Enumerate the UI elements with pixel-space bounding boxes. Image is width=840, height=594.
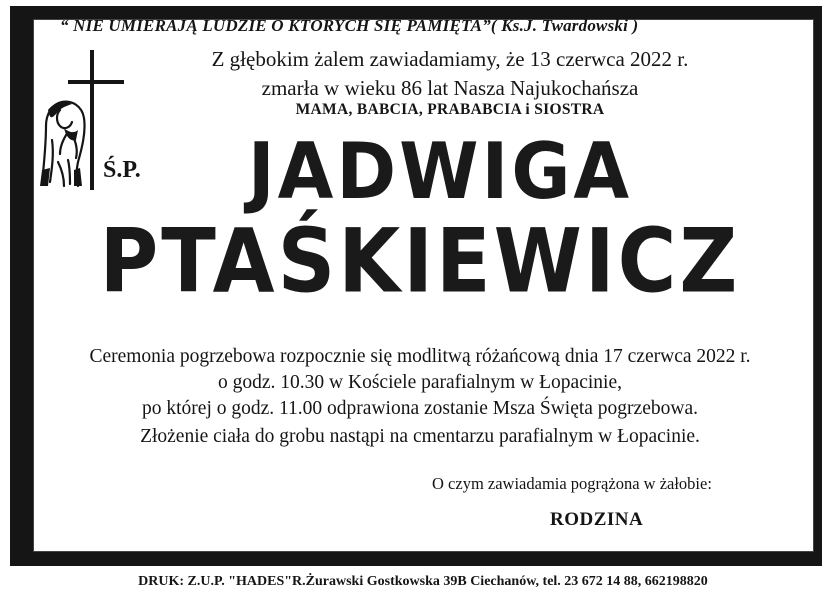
ceremony-line-4: Złożenie ciała do grobu nastąpi na cmentarzu parafialnym w Łopacinie. [140,426,700,447]
ceremony-line-2: o godz. 10.30 w Kościele parafialnym w Łopacinie, [218,372,622,393]
family-relation: MAMA, BABCIA, PRABABCIA i SIOSTRA [295,101,605,118]
memorial-quote: “ NIE UMIERAJĄ LUDZIE O KTÓRYCH SIĘ PAMIĘTA”( Ks.J. Twardowski ) [60,16,639,35]
deceased-first-name: JADWIGA [247,125,633,217]
printer-footer: DRUK: Z.U.P. "HADES"R.Żurawski Gostkowska 39B Ciechanów, tel. 23 672 14 88, 662198820 [138,574,708,589]
deceased-last-name: PTAŚKIEWICZ [99,210,741,313]
announcement-line-1: Z głębokim żalem zawiadamiamy, że 13 czerwca 2022 r. [211,47,689,71]
announcement-line-2: zmarła w wieku 86 lat Nasza Najukochańsza [261,76,639,100]
mourners-intro: O czym zawiadamia pogrążona w żałobie: [432,474,712,493]
ceremony-line-3: po której o godz. 11.00 odprawiona zostanie Msza Święta pogrzebowa. [142,398,698,419]
ceremony-line-1: Ceremonia pogrzebowa rozpocznie się modlitwą różańcową dnia 17 czerwca 2022 r. [89,346,751,367]
deceased-prefix: Ś.P. [103,157,141,183]
mourners-family: RODZINA [550,509,644,530]
